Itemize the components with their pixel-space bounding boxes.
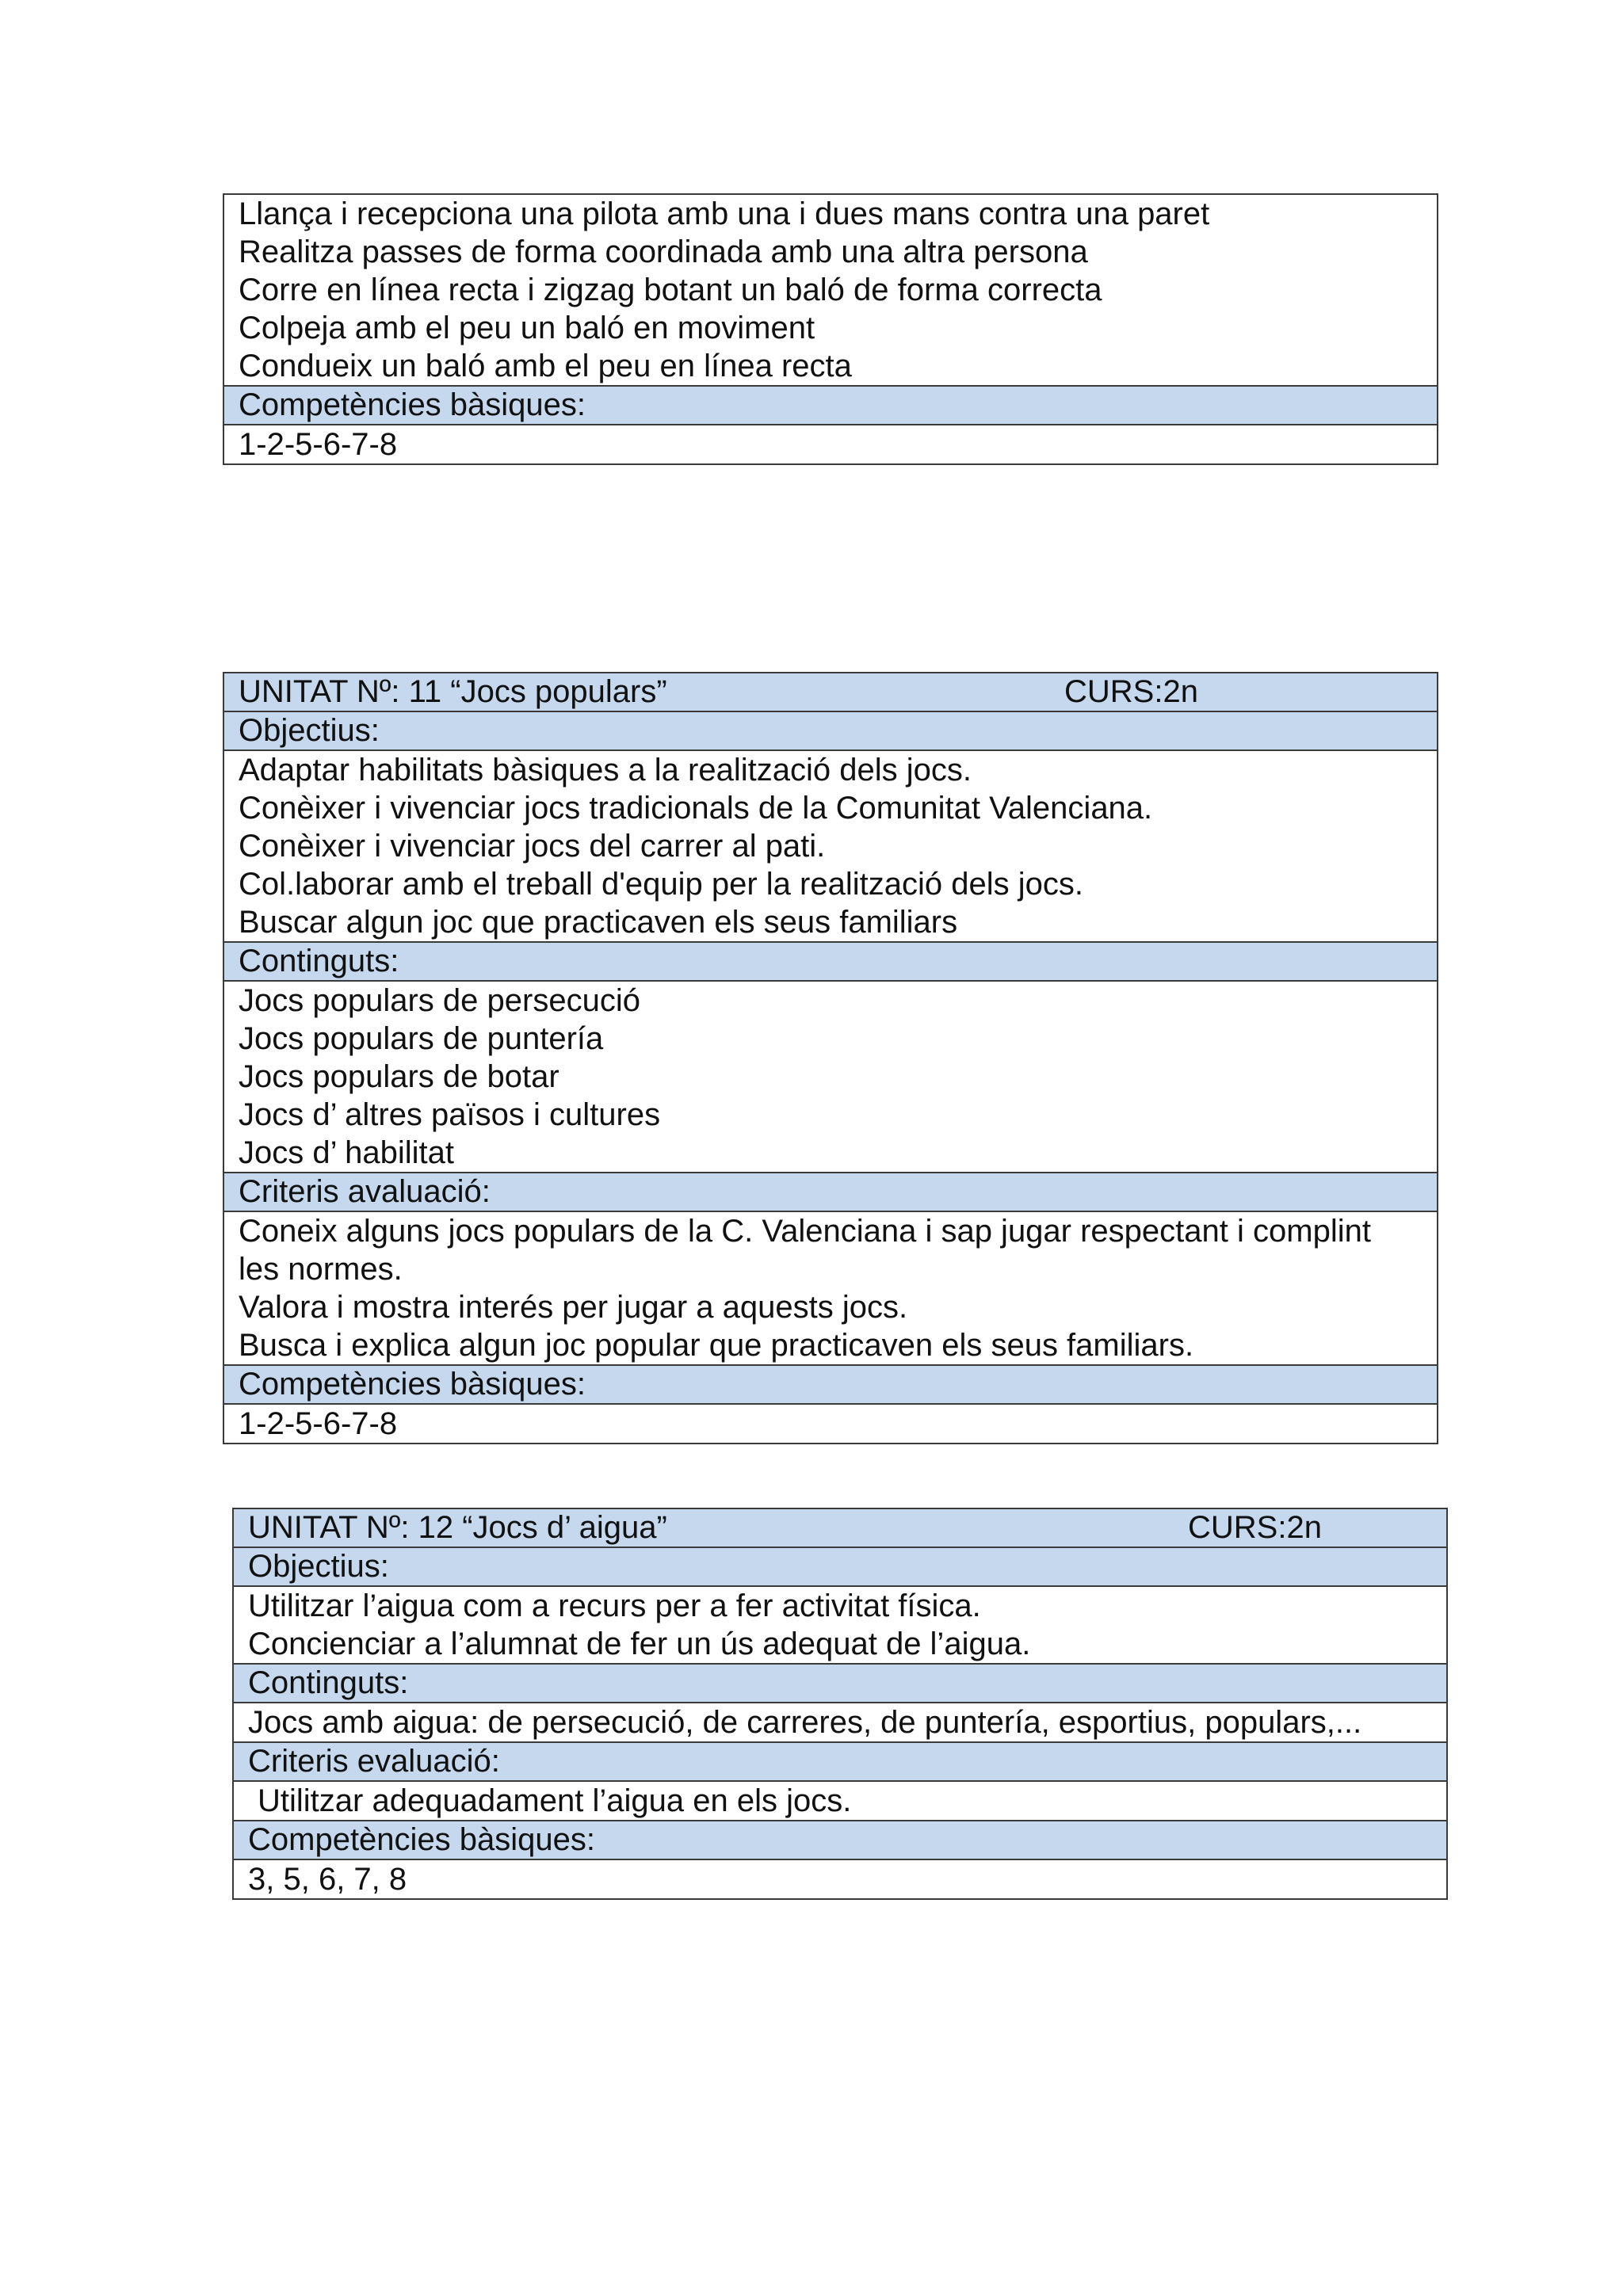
competencies-header: Competències bàsiques:	[234, 1820, 1446, 1859]
list-item: Jocs d’ altres països i cultures	[239, 1097, 661, 1132]
objectives-header: Objectius:	[224, 711, 1437, 749]
table-continuation	[223, 193, 1438, 465]
objectives-list	[224, 749, 1437, 941]
criteria-section	[224, 195, 1437, 385]
contents-header: Continguts:	[224, 941, 1437, 980]
course-label: CURS:2n	[1188, 1510, 1322, 1545]
list-item: Realitza passes de forma coordinada amb una altra persona	[239, 235, 1088, 269]
criteria-header: Criteris evaluació:	[234, 1741, 1446, 1780]
competencies-value: 3, 5, 6, 7, 8	[234, 1859, 1446, 1898]
list-item: Buscar algun joc que practicaven els seus familiars	[239, 905, 958, 940]
list-item: Jocs d’ habilitat	[239, 1135, 454, 1170]
list-item: Adaptar habilitats bàsiques a la realització dels jocs.	[239, 753, 972, 788]
list-item: Jocs populars de persecució	[239, 983, 640, 1018]
list-item: Conèixer i vivenciar jocs tradicionals de la Comunitat Valenciana.	[239, 791, 1153, 826]
list-item: Jocs populars de puntería	[239, 1021, 604, 1056]
list-item: Conèixer i vivenciar jocs del carrer al pati.	[239, 829, 826, 864]
list-item: Utilitzar l’aigua com a recurs per a fer activitat física.	[248, 1589, 981, 1623]
competencies-value: 1-2-5-6-7-8	[224, 424, 1437, 463]
list-item: Concienciar a l’alumnat de fer un ús adequat de l’aigua.	[248, 1627, 1031, 1661]
contents-header: Continguts:	[234, 1663, 1446, 1702]
list-item: Valora i mostra interés per jugar a aquests jocs.	[239, 1290, 908, 1325]
contents-list	[234, 1702, 1446, 1741]
list-item: Llança i recepciona una pilota amb una i dues mans contra una paret	[239, 196, 1210, 231]
unit-title: UNITAT Nº: 11 “Jocs populars”	[239, 674, 667, 709]
competencies-value: 1-2-5-6-7-8	[224, 1403, 1437, 1443]
unit-title: UNITAT Nº: 12 “Jocs d’ aigua”	[248, 1510, 667, 1545]
objectives-list	[234, 1585, 1446, 1663]
course-label: CURS:2n	[1064, 674, 1198, 709]
unit-title-row	[234, 1509, 1446, 1547]
criteria-list	[224, 1211, 1437, 1364]
objectives-header: Objectius:	[234, 1547, 1446, 1585]
list-item: Col.laborar amb el treball d'equip per la realització dels jocs.	[239, 867, 1083, 902]
contents-list	[224, 980, 1437, 1172]
criteria-header: Criteris avaluació:	[224, 1172, 1437, 1211]
list-item: Coneix alguns jocs populars de la C. Valenciana i sap jugar respectant i complint	[239, 1214, 1371, 1249]
competencies-header: Competències bàsiques:	[224, 385, 1437, 424]
list-item: Colpeja amb el peu un baló en moviment	[239, 311, 815, 345]
list-item: Busca i explica algun joc popular que practicaven els seus familiars.	[239, 1328, 1194, 1363]
list-item: Jocs populars de botar	[239, 1059, 559, 1094]
competencies-header: Competències bàsiques:	[224, 1364, 1437, 1403]
list-item: Corre en línea recta i zigzag botant un baló de forma correcta	[239, 273, 1102, 307]
list-item: Condueix un baló amb el peu en línea recta	[239, 349, 852, 383]
unit-title-row	[224, 673, 1437, 711]
unit-11-table	[223, 672, 1438, 1444]
criteria-list	[234, 1780, 1446, 1820]
list-item: Jocs amb aigua: de persecució, de carreres, de puntería, esportius, populars,...	[248, 1705, 1362, 1740]
list-item: les normes.	[239, 1252, 403, 1287]
unit-12-table	[232, 1508, 1448, 1900]
list-item: Utilitzar adequadament l’aigua en els jocs.	[258, 1783, 852, 1818]
